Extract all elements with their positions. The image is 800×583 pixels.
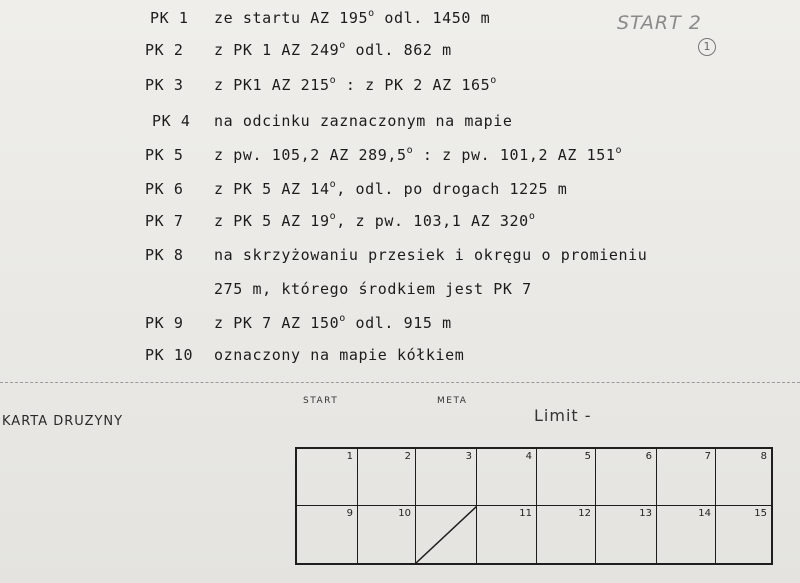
checkpoint-code: PK 2 <box>145 41 184 59</box>
meta-label: META <box>437 396 468 406</box>
checkpoint-text: z PK 7 AZ 150 <box>214 314 340 332</box>
checkpoint-description <box>214 280 532 298</box>
checkpoint-text: oznaczony na mapie kółkiem <box>214 346 465 364</box>
cell-diagonal-slash <box>416 506 477 563</box>
checkpoint-text: z PK 1 AZ 249 <box>214 41 340 59</box>
circled-number-text: 1 <box>703 40 711 53</box>
cell-number: 13 <box>639 508 652 519</box>
punch-cell <box>416 449 477 506</box>
checkpoint-text-tail: , z pw. 103,1 AZ 320 <box>336 212 529 230</box>
degree-mark: o <box>615 145 623 156</box>
checkpoint-text-tail: odl. 1450 m <box>374 9 491 27</box>
checkpoint-code: PK 7 <box>145 212 184 230</box>
checkpoint-text-tail: : z pw. 101,2 AZ 151 <box>413 146 616 164</box>
degree-mark: o <box>368 8 375 19</box>
cell-number: 12 <box>578 508 591 519</box>
degree-mark: o <box>329 75 337 86</box>
checkpoint-code: PK 8 <box>145 246 184 264</box>
checkpoint-text: 275 m, którego środkiem jest PK 7 <box>214 280 532 298</box>
cell-number: 8 <box>760 451 767 462</box>
cell-number: 11 <box>519 508 532 519</box>
checkpoint-description <box>214 76 497 94</box>
punch-cell <box>537 449 596 506</box>
divider-line <box>0 382 800 383</box>
punch-cell <box>716 506 771 563</box>
punch-cell <box>416 506 477 563</box>
cell-number: 2 <box>404 451 411 462</box>
cell-number: 6 <box>645 451 652 462</box>
cell-number: 3 <box>465 451 472 462</box>
cell-number: 7 <box>704 451 711 462</box>
checkpoint-description <box>214 212 535 230</box>
limit-label: Limit - <box>534 406 592 425</box>
cell-number: 1 <box>346 451 353 462</box>
punch-card-grid <box>295 447 773 565</box>
checkpoint-code: PK 5 <box>145 146 184 164</box>
checkpoint-description <box>214 346 464 364</box>
cell-number: 10 <box>398 508 411 519</box>
circled-number <box>698 38 716 56</box>
checkpoint-code: PK 10 <box>145 346 194 364</box>
punch-cell <box>358 506 416 563</box>
checkpoint-description <box>214 112 513 130</box>
degree-mark: o <box>406 145 414 156</box>
punch-cell <box>716 449 771 506</box>
start-2-note: START 2 <box>617 12 702 34</box>
checkpoint-description <box>214 146 622 164</box>
checkpoint-text: z PK1 AZ 215 <box>214 76 330 94</box>
checkpoint-text: na odcinku zaznaczonym na mapie <box>214 112 513 130</box>
checkpoint-text-tail: odl. 862 m <box>345 41 452 59</box>
degree-mark: o <box>339 313 346 324</box>
punch-cell <box>477 449 537 506</box>
cell-number: 9 <box>346 508 353 519</box>
checkpoint-text: na skrzyżowaniu przesiek i okręgu o promieniu <box>214 246 648 264</box>
checkpoint-code: PK 9 <box>145 314 184 332</box>
checkpoint-code: PK 1 <box>150 9 189 27</box>
punch-cell <box>297 449 358 506</box>
degree-mark: o <box>490 75 497 86</box>
checkpoint-text: ze startu AZ 195 <box>214 9 369 27</box>
checkpoint-description <box>214 246 647 264</box>
start-label: START <box>303 396 339 406</box>
degree-mark: o <box>329 179 337 190</box>
checkpoint-text: z pw. 105,2 AZ 289,5 <box>214 146 407 164</box>
checkpoint-text-tail: , odl. po drogach 1225 m <box>336 180 568 198</box>
checkpoint-description <box>214 41 452 59</box>
team-card-label: KARTA DRUZYNY <box>2 414 124 429</box>
cell-number: 15 <box>754 508 767 519</box>
punch-cell <box>477 506 537 563</box>
checkpoint-code: PK 4 <box>152 112 191 130</box>
punch-cell <box>596 506 657 563</box>
punch-cell <box>537 506 596 563</box>
checkpoint-text-tail: : z PK 2 AZ 165 <box>336 76 491 94</box>
cell-number: 14 <box>698 508 711 519</box>
cell-number: 4 <box>525 451 532 462</box>
cell-number: 5 <box>584 451 591 462</box>
checkpoint-description <box>214 180 567 198</box>
checkpoint-code: PK 6 <box>145 180 184 198</box>
punch-cell <box>596 449 657 506</box>
diagonal-line <box>416 506 477 563</box>
checkpoint-code: PK 3 <box>145 76 184 94</box>
degree-mark: o <box>329 211 337 222</box>
checkpoint-text: z PK 5 AZ 14 <box>214 180 330 198</box>
punch-cell <box>297 506 358 563</box>
degree-mark: o <box>528 211 536 222</box>
punch-cell <box>657 449 716 506</box>
degree-mark: o <box>339 40 346 51</box>
checkpoint-text: z PK 5 AZ 19 <box>214 212 330 230</box>
checkpoint-description <box>214 314 452 332</box>
punch-cell <box>657 506 716 563</box>
punch-cell <box>358 449 416 506</box>
checkpoint-description <box>214 9 490 27</box>
checkpoint-text-tail: odl. 915 m <box>345 314 452 332</box>
